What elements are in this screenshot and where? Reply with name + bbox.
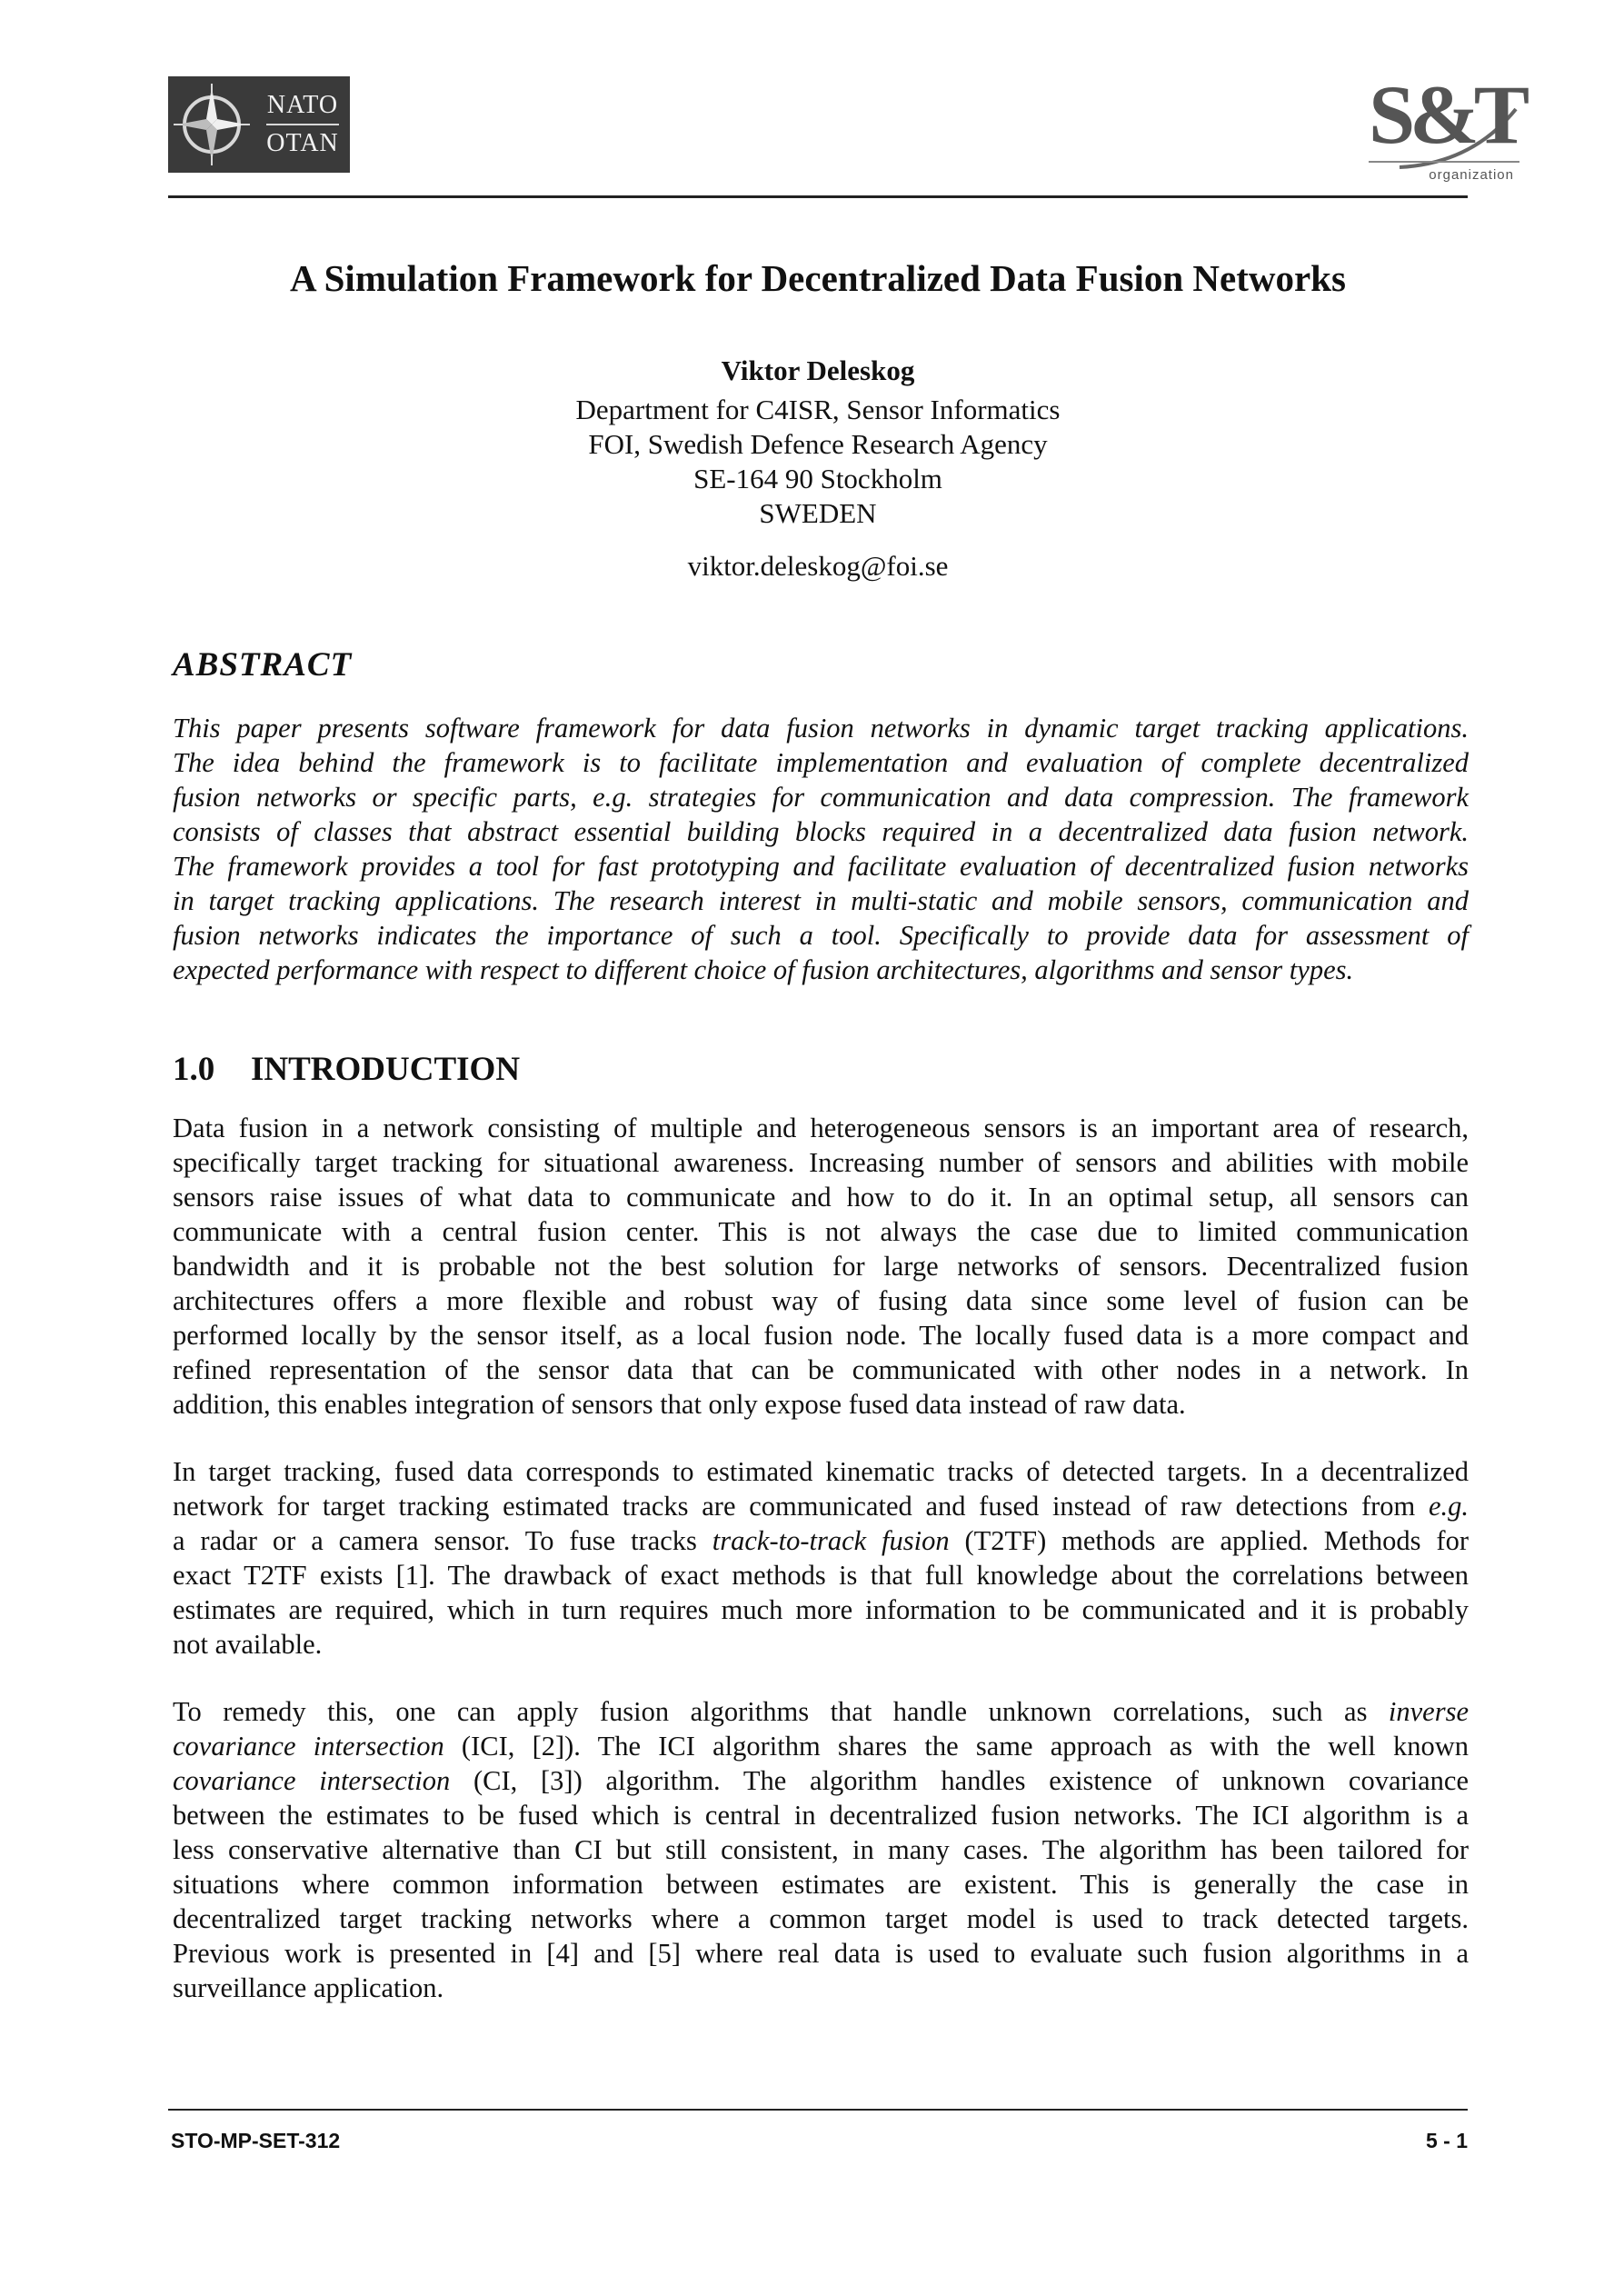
body-line: architectures offers a more flexible and robust way of fusing data since some level of fusion can be: [173, 1285, 1469, 1316]
body-line: surveillance application.: [173, 1972, 444, 2003]
introduction-heading: [173, 1050, 520, 1089]
section-title: INTRODUCTION: [251, 1051, 521, 1088]
nato-otan-logo: [168, 76, 350, 173]
otan-logo-text: OTAN: [266, 129, 339, 157]
footer-divider: [168, 2109, 1468, 2111]
body-line: covariance intersection (ICI, [2]). The ICI algorithm shares the same approach as with the well known: [173, 1731, 1469, 1762]
emphasis-text: covariance intersection: [173, 1765, 451, 1796]
abstract-line: The idea behind the framework is to facilitate implementation and evaluation of complete decentralized: [173, 747, 1469, 778]
body-line: In target tracking, fused data corresponds to estimated kinematic tracks of detected targets. In a decentralized: [173, 1456, 1469, 1487]
body-line: To remedy this, one can apply fusion algorithms that handle unknown correlations, such as inverse: [173, 1696, 1469, 1727]
author-email: viktor.deleskog@foi.se: [687, 550, 949, 582]
abstract-line: consists of classes that abstract essential building blocks required in a decentralized data fusion network.: [173, 816, 1469, 847]
body-line: between the estimates to be fused which is central in decentralized fusion networks. The ICI algorithm is a: [173, 1800, 1469, 1831]
emphasis-text: track-to-track fusion: [712, 1525, 950, 1556]
body-line: communicate with a central fusion center. This is not always the case due to limited communication: [173, 1216, 1469, 1247]
body-line: addition, this enables integration of sensors that only expose fused data instead of raw data.: [173, 1389, 1186, 1420]
st-organization-logo: [1363, 68, 1527, 187]
body-line: exact T2TF exists [1]. The drawback of exact methods is that full knowledge about the correlations between: [173, 1560, 1469, 1591]
abstract-heading: ABSTRACT: [173, 646, 353, 684]
section-number: 1.0: [173, 1051, 215, 1088]
emphasis-text: e.g.: [1428, 1491, 1469, 1522]
paper-title: A Simulation Framework for Decentralized Data Fusion Networks: [290, 257, 1346, 299]
affiliation-line: SWEDEN: [759, 497, 877, 529]
body-line: a radar or a camera sensor. To fuse tracks track-to-track fusion (T2TF) methods are applied. Methods for: [173, 1525, 1469, 1556]
abstract-line: fusion networks or specific parts, e.g. strategies for communication and data compression. The framework: [173, 782, 1469, 813]
body-line: situations where common information between estimates are existent. This is generally the case in: [173, 1869, 1469, 1900]
body-line: Data fusion in a network consisting of multiple and heterogeneous sensors is an important area of research,: [173, 1113, 1469, 1143]
body-line: specifically target tracking for situational awareness. Increasing number of sensors and abilities with mobile: [173, 1147, 1469, 1178]
abstract-line: in target tracking applications. The research interest in multi-static and mobile sensors, communication and: [173, 885, 1469, 916]
document-id: STO-MP-SET-312: [171, 2129, 341, 2152]
body-line: not available.: [173, 1629, 323, 1660]
body-line: decentralized target tracking networks where a common target model is used to track detected targets.: [173, 1903, 1469, 1934]
body-line: covariance intersection (CI, [3]) algorithm. The algorithm handles existence of unknown covariance: [173, 1765, 1469, 1796]
body-line: network for target tracking estimated tracks are communicated and fused instead of raw detections from e.g.: [173, 1491, 1469, 1522]
body-line: less conservative alternative than CI but still consistent, in many cases. The algorithm has been tailored for: [173, 1834, 1469, 1865]
abstract-line: fusion networks indicates the importance of such a tool. Specifically to provide data for assessment of: [173, 920, 1469, 951]
page-number: 5 - 1: [1425, 2129, 1468, 2152]
abstract-line: This paper presents software framework for data fusion networks in dynamic target tracking applications.: [173, 713, 1469, 744]
emphasis-text: covariance intersection: [173, 1731, 444, 1762]
body-line: sensors raise issues of what data to communicate and how to do it. In an optimal setup, all sensors can: [173, 1182, 1469, 1213]
nato-compass-star-icon: [168, 76, 255, 173]
affiliation-line: FOI, Swedish Defence Research Agency: [588, 428, 1048, 460]
st-logo-caption: organization: [1429, 167, 1514, 183]
nato-logo-text: NATO: [266, 91, 339, 119]
affiliation-line: SE-164 90 Stockholm: [693, 463, 942, 494]
body-line: performed locally by the sensor itself, as a local fusion node. The locally fused data is a more compact and: [173, 1320, 1469, 1351]
body-line: Previous work is presented in [4] and [5] where real data is used to evaluate such fusion algorithms in a: [173, 1938, 1469, 1969]
body-line: estimates are required, which in turn requires much more information to be communicated and it is probably: [173, 1594, 1469, 1625]
header-divider: [168, 195, 1468, 198]
abstract-line: expected performance with respect to different choice of fusion architectures, algorithms and sensor types.: [173, 954, 1354, 985]
author-name: Viktor Deleskog: [721, 354, 915, 386]
emphasis-text: inverse: [1388, 1696, 1469, 1727]
abstract-line: The framework provides a tool for fast prototyping and facilitate evaluation of decentralized fusion networks: [173, 851, 1469, 882]
body-line: bandwidth and it is probable not the best solution for large networks of sensors. Decentralized fusion: [173, 1251, 1469, 1282]
body-line: refined representation of the sensor data that can be communicated with other nodes in a network. In: [173, 1354, 1469, 1385]
st-logo-mark: S&T: [1369, 68, 1525, 161]
nato-logo-divider: [266, 124, 339, 125]
affiliation-line: Department for C4ISR, Sensor Informatics: [575, 394, 1061, 425]
